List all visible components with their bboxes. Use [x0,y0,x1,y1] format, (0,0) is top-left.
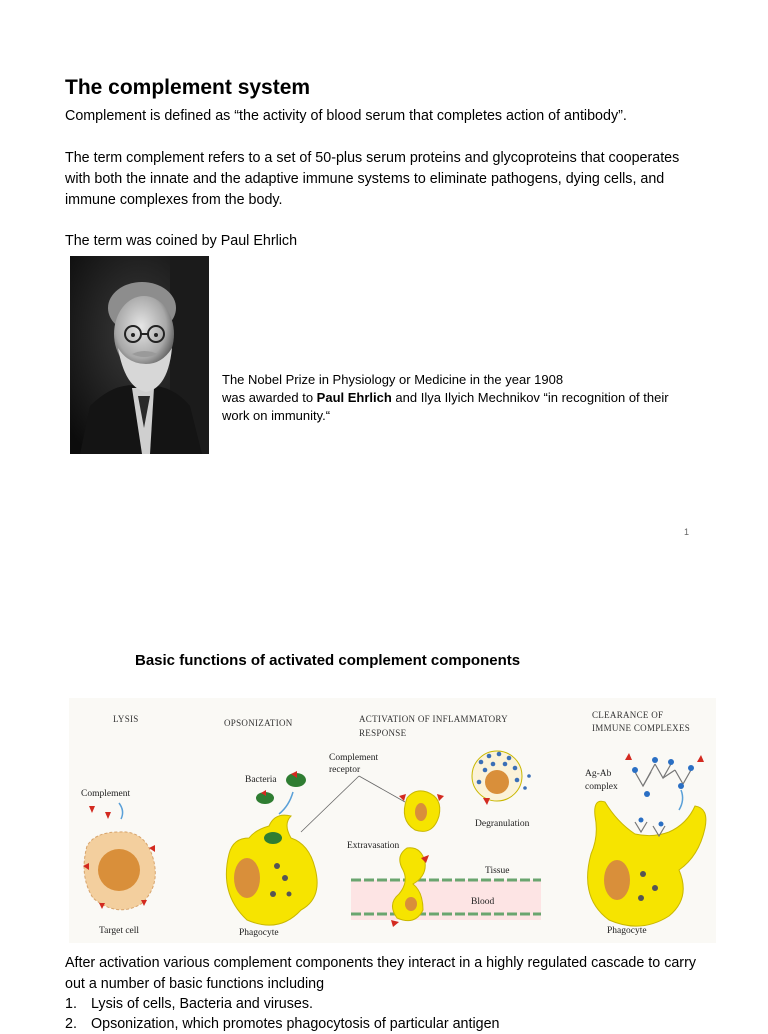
page-number: 1 [684,527,690,537]
list-text: Opsonization, which promotes phagocytosis of particular antigen [91,1016,500,1032]
coined-paragraph: The term was coined by Paul Ehrlich [65,233,298,249]
nobel-line-2-pre: was awarded to [222,390,317,405]
antigen-dot [659,822,664,827]
after-activation-paragraph: After activation various complement components they interact in a highly regulated cascade to carry out a number of basic functions including [65,955,696,992]
label-blood: Blood [471,897,495,907]
immune-complex-lattice [635,764,691,786]
complement-marker [697,755,704,762]
section-heading: Basic functions of activated complement components [135,652,521,669]
complement-marker [483,798,490,805]
label-tissue: Tissue [485,866,510,876]
functions-list [65,994,499,1034]
header-lysis: LYSIS [113,714,139,724]
target-cell-nucleus [98,849,140,891]
nobel-caption [222,371,692,425]
label-complement: Complement [81,789,131,799]
label-agab-1: Ag-Ab [585,769,612,779]
page-title: The complement system [65,76,311,99]
label-receptor-1: Complement [329,753,379,763]
complement-marker [99,903,105,909]
complement-marker [437,794,444,801]
label-target-cell: Target cell [99,926,140,936]
phagocyte-nucleus-2 [604,860,630,900]
label-extravasation: Extravasation [347,841,400,851]
description-paragraph: The term complement refers to a set of 50-plus serum proteins and glycoproteins that cooperates with both the innate and the adaptive immune systems to eliminate pathogens, dying cells, and immune complexes from the body. [65,150,680,208]
label-phagocyte-2: Phagocyte [607,926,647,936]
antigen-dot [639,818,644,823]
granule [270,891,276,897]
nobel-line-1: The Nobel Prize in Physiology or Medicine in the year 1908 [222,372,564,387]
arrow-icon [679,790,683,810]
leukocyte-nucleus [415,803,427,821]
nobel-line-2-post: and Ilya Ilyich Mechnikov “in recognition of their work on immunity.“ [222,390,669,423]
receptor-pointer-line [301,776,359,832]
granule [287,892,292,897]
header-clearance-2: IMMUNE COMPLEXES [592,723,691,733]
list-number: 1. [65,996,77,1012]
list-number: 2. [65,1016,77,1032]
portrait-photo [70,256,209,454]
arrow-icon [119,803,123,819]
label-agab-2: complex [585,782,618,792]
complement-marker [105,812,111,819]
granule [282,875,288,881]
header-clearance-1: CLEARANCE OF [592,710,664,720]
complement-marker [391,920,399,927]
complement-marker [89,806,95,813]
mast-cell-nucleus [485,770,509,794]
label-phagocyte-1: Phagocyte [239,928,279,938]
complement-marker [625,753,632,760]
granule [274,863,280,869]
header-opsonization: OPSONIZATION [224,718,293,728]
label-receptor-2: receptor [329,765,361,775]
granule [652,885,658,891]
list-item [65,1014,499,1034]
receptor-pointer-line [359,776,405,802]
label-degranulation: Degranulation [475,819,530,829]
list-text: Lysis of cells, Bacteria and viruses. [91,996,313,1012]
phagocyte-cell-2 [588,801,706,926]
nobel-name: Paul Ehrlich [316,390,392,405]
list-item [65,994,499,1014]
label-bacteria: Bacteria [245,775,277,785]
granule [640,871,646,877]
arrow-icon [279,792,293,814]
header-inflammation-2: RESPONSE [359,728,407,738]
extravasating-nucleus [405,897,417,911]
phagocyte-nucleus [234,858,260,898]
definition-paragraph: Complement is defined as “the activity of blood serum that completes action of antibody”. [65,108,627,124]
engulfed-bacterium [264,832,282,844]
complement-functions-figure [69,698,716,943]
complement-marker [399,794,406,801]
granule [638,895,644,901]
header-inflammation-1: ACTIVATION OF INFLAMMATORY [359,714,508,724]
